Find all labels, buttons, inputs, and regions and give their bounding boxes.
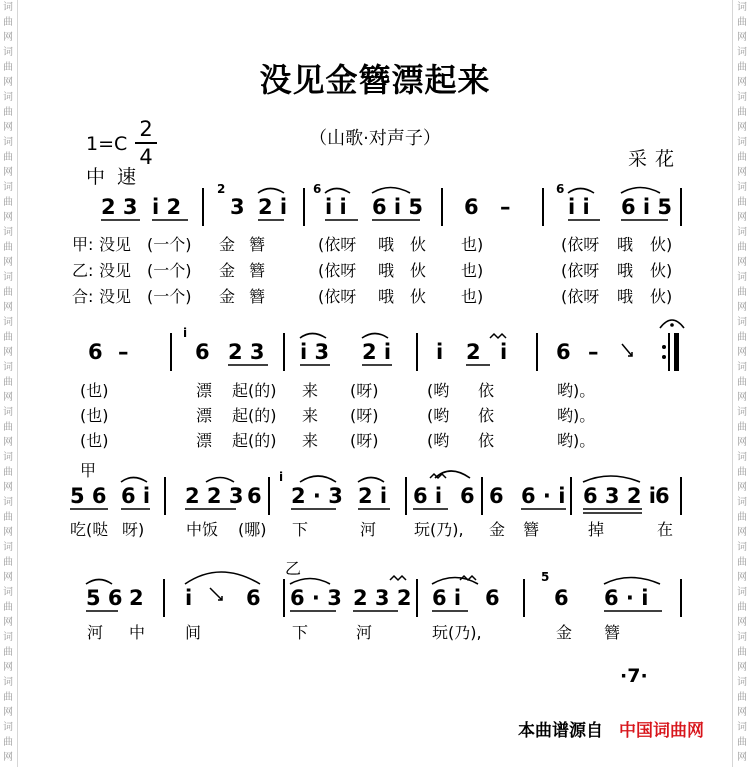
lyric: 哟)。	[557, 406, 596, 425]
part-label: 乙	[285, 559, 302, 578]
watermark-char: 曲	[3, 287, 13, 298]
watermark-char: 曲	[3, 737, 13, 748]
lyric: 依	[478, 406, 495, 425]
watermark-divider-right	[732, 0, 733, 767]
lyric-label: 甲:	[72, 235, 94, 254]
watermark-char: 曲	[3, 512, 13, 523]
watermark-char: 曲	[3, 17, 13, 28]
watermark-char: 曲	[3, 467, 13, 478]
watermark-char: 网	[3, 527, 13, 538]
watermark-char: 词	[3, 362, 13, 373]
watermark-char: 曲	[3, 557, 13, 568]
bar-line	[481, 477, 483, 515]
watermark-char: 曲	[737, 17, 747, 28]
watermark-char: 曲	[3, 377, 13, 388]
mordent	[430, 474, 446, 478]
watermark-char: 词	[737, 227, 747, 238]
slur	[621, 188, 660, 194]
lyric: 起(的)	[232, 431, 277, 450]
watermark-char: 网	[737, 122, 747, 133]
lyric: 漂	[196, 431, 213, 450]
lyric: 没见	[99, 287, 132, 306]
note: 6 3 2 i	[583, 484, 656, 508]
bar-line	[680, 579, 682, 617]
watermark-char: 曲	[3, 332, 13, 343]
mordent	[390, 576, 406, 580]
lyric: (一个)	[147, 261, 192, 280]
watermark-char: 词	[737, 452, 747, 463]
lyric: 呀)	[122, 520, 145, 539]
bar-line	[283, 333, 285, 371]
watermark-char: 网	[737, 167, 747, 178]
note: 6	[464, 195, 479, 219]
note: 2 · 3	[291, 484, 343, 508]
lyric: 河	[87, 623, 104, 642]
lyric: 金	[219, 235, 236, 254]
watermark-char: 网	[3, 302, 13, 313]
note: 6 · 3	[290, 586, 342, 610]
watermark-char: 曲	[3, 647, 13, 658]
watermark-char: 网	[737, 482, 747, 493]
time-sig-bar	[135, 142, 157, 144]
note: 6	[246, 586, 261, 610]
watermark-char: 网	[3, 617, 13, 628]
lyric: 伙)	[650, 235, 673, 254]
watermark-char: 词	[3, 2, 13, 13]
watermark-char: 词	[3, 137, 13, 148]
note: 2 3	[101, 195, 138, 219]
watermark-char: 网	[3, 662, 13, 673]
note: i i	[568, 195, 590, 219]
watermark-char: 曲	[3, 62, 13, 73]
watermark-char: 词	[3, 272, 13, 283]
note: 6 i	[432, 586, 462, 610]
lyric: (依呀	[561, 287, 600, 306]
grace-note: i	[183, 326, 188, 340]
key-signature: 1=C	[86, 133, 128, 155]
note: –	[500, 195, 511, 219]
lyric: 起(的)	[232, 406, 277, 425]
note: 6	[556, 340, 571, 364]
note: 2 i	[358, 484, 388, 508]
bar-line	[163, 579, 165, 617]
lyric: (依呀	[318, 287, 357, 306]
watermark-char: 词	[737, 407, 747, 418]
watermark-char: 词	[737, 272, 747, 283]
lyric: 伙)	[650, 287, 673, 306]
lyric: 依	[478, 381, 495, 400]
watermark-char: 网	[3, 257, 13, 268]
note: 6	[88, 340, 103, 364]
watermark-char: 词	[3, 317, 13, 328]
page-title: 没见金簪漂起来	[259, 61, 491, 99]
watermark-char: 曲	[737, 287, 747, 298]
note: 6 i	[413, 484, 443, 508]
lyric: (依呀	[318, 261, 357, 280]
source-prefix: 本曲谱源自	[518, 721, 603, 741]
lyric: 簪	[249, 235, 266, 254]
subtitle: （山歌·对声子）	[309, 128, 441, 149]
watermark-char: 网	[737, 347, 747, 358]
note: –	[118, 340, 129, 364]
final-bar-thin	[668, 333, 670, 371]
watermark-left	[0, 0, 16, 767]
lyric: (依呀	[561, 261, 600, 280]
slur	[372, 188, 410, 194]
watermark-char: 网	[737, 752, 747, 763]
lyric: 来	[302, 381, 319, 400]
slur	[86, 580, 112, 585]
lyric: 簪	[249, 261, 266, 280]
lyric: 漂	[196, 381, 213, 400]
note: 5 6	[86, 586, 123, 610]
grace-note: i	[279, 470, 284, 484]
lyric: 中饭	[186, 520, 219, 539]
watermark-char: 词	[3, 497, 13, 508]
grace-note: 5	[541, 570, 550, 584]
lyric: 漂	[196, 406, 213, 425]
watermark-char: 词	[3, 587, 13, 598]
slur	[290, 579, 330, 585]
slur	[121, 478, 147, 483]
watermark-char: 网	[3, 707, 13, 718]
watermark-char: 词	[737, 542, 747, 553]
grace-note: 6	[556, 182, 565, 196]
watermark-char: 词	[737, 587, 747, 598]
slur	[568, 189, 594, 194]
note: 6 i 5	[372, 195, 424, 219]
watermark-char: 曲	[737, 647, 747, 658]
watermark-char: 词	[3, 542, 13, 553]
lyric: (呀)	[350, 431, 379, 450]
note: 6 i 5	[621, 195, 673, 219]
lyric: 簪	[604, 623, 621, 642]
slur	[300, 334, 326, 339]
note: 6 · i	[521, 484, 566, 508]
note: 2 3 2	[353, 586, 412, 610]
repeat-dot	[662, 345, 666, 349]
bar-line	[570, 477, 572, 515]
watermark-char: 词	[3, 722, 13, 733]
bar-line	[268, 477, 270, 515]
lyric: 间	[185, 623, 202, 642]
final-bar-thick	[674, 333, 679, 371]
watermark-char: 网	[737, 392, 747, 403]
bar-line	[283, 579, 285, 617]
watermark-char: 曲	[737, 602, 747, 613]
note: 6	[489, 484, 504, 508]
watermark-char: 词	[737, 2, 747, 13]
lyric: 河	[356, 623, 373, 642]
lyric: (哟	[427, 431, 450, 450]
lyric: 哦	[617, 235, 634, 254]
lyric: 金	[489, 520, 506, 539]
watermark-char: 曲	[737, 422, 747, 433]
watermark-char: 曲	[737, 512, 747, 523]
note: 2 2 3	[185, 484, 244, 508]
watermark-char: 曲	[737, 62, 747, 73]
watermark-char: 词	[3, 182, 13, 193]
watermark-char: 网	[737, 662, 747, 673]
watermark-char: 曲	[3, 602, 13, 613]
watermark-char: 曲	[737, 377, 747, 388]
slur	[185, 572, 260, 584]
watermark-char: 网	[737, 617, 747, 628]
lyric: 哟)。	[557, 381, 596, 400]
watermark-char: 曲	[737, 467, 747, 478]
source-credit	[518, 716, 704, 741]
watermark-char: 曲	[3, 422, 13, 433]
watermark-char: 词	[3, 47, 13, 58]
bar-line	[542, 188, 544, 226]
lyric: 金	[219, 261, 236, 280]
lyric: (依呀	[318, 235, 357, 254]
note: 5 6	[70, 484, 107, 508]
watermark-char: 词	[3, 92, 13, 103]
grace-note: 2	[217, 182, 226, 196]
lyric: 依	[478, 431, 495, 450]
watermark-char: 曲	[737, 107, 747, 118]
watermark-char: 曲	[737, 737, 747, 748]
watermark-char: 网	[737, 257, 747, 268]
lyric: (一个)	[147, 287, 192, 306]
watermark-char: 曲	[3, 107, 13, 118]
fermata	[660, 320, 684, 328]
lyric: 哟)。	[557, 431, 596, 450]
watermark-char: 词	[737, 677, 747, 688]
watermark-char: 曲	[737, 197, 747, 208]
watermark-char: 网	[3, 392, 13, 403]
slur	[358, 478, 384, 483]
watermark-char: 网	[737, 302, 747, 313]
bar-line	[416, 333, 418, 371]
lyric: 金	[556, 623, 573, 642]
lyric: 来	[302, 431, 319, 450]
watermark-char: 网	[737, 437, 747, 448]
lyric: 哦	[378, 287, 395, 306]
lyric: 哦	[378, 261, 395, 280]
lyric: (哪)	[238, 520, 267, 539]
watermark-divider-left	[17, 0, 18, 767]
watermark-right	[734, 0, 750, 767]
mordent	[460, 576, 476, 580]
lyric: (也)	[80, 381, 109, 400]
lyric: (一个)	[147, 235, 192, 254]
watermark-char: 网	[737, 527, 747, 538]
mordent	[490, 334, 506, 338]
note: 2 i	[362, 340, 392, 364]
watermark-char: 网	[3, 167, 13, 178]
note: 6 i	[121, 484, 151, 508]
note: 6	[485, 586, 500, 610]
watermark-char: 曲	[3, 692, 13, 703]
lyric: 吃(哒	[70, 520, 109, 539]
watermark-char: 网	[737, 572, 747, 583]
note: 3	[230, 195, 245, 219]
bar-line	[202, 188, 204, 226]
lyric: 伙)	[650, 261, 673, 280]
watermark-char: 词	[3, 452, 13, 463]
lyric: 下	[292, 520, 309, 539]
lyric: 没见	[99, 235, 132, 254]
bar-line	[536, 333, 538, 371]
watermark-char: 曲	[737, 152, 747, 163]
lyric: 起(的)	[232, 381, 277, 400]
watermark-char: 词	[737, 632, 747, 643]
note: 6	[460, 484, 475, 508]
lyric: 没见	[99, 261, 132, 280]
bar-line	[680, 188, 682, 226]
lyric: (也)	[80, 406, 109, 425]
watermark-char: 词	[737, 362, 747, 373]
watermark-char: 网	[737, 212, 747, 223]
slur	[604, 578, 660, 585]
source-site-link[interactable]: 中国词曲网	[619, 721, 704, 741]
lyric: (呀)	[350, 381, 379, 400]
watermark-char: 网	[737, 77, 747, 88]
watermark-char: 词	[737, 497, 747, 508]
watermark-char: 网	[3, 212, 13, 223]
note: 2	[129, 586, 144, 610]
lyric: 哦	[378, 235, 395, 254]
watermark-char: 词	[737, 317, 747, 328]
watermark-char: 曲	[737, 242, 747, 253]
slur	[362, 334, 388, 339]
watermark-char: 曲	[737, 332, 747, 343]
lyric: 伙	[410, 261, 427, 280]
bar-line	[680, 477, 682, 515]
bar-line	[405, 477, 407, 515]
time-sig-top: 2	[139, 117, 153, 141]
bar-line	[416, 579, 418, 617]
slur	[258, 189, 284, 194]
watermark-char: 词	[737, 182, 747, 193]
part-label: 甲	[80, 461, 97, 480]
time-sig-bottom: 4	[139, 145, 153, 169]
lyric: 哦	[617, 287, 634, 306]
watermark-char: 词	[3, 407, 13, 418]
lyric: (依呀	[561, 235, 600, 254]
watermark-char: 网	[3, 437, 13, 448]
bar-line	[164, 477, 166, 515]
lyric: 也)	[461, 261, 484, 280]
page-number: ·7·	[620, 665, 648, 687]
lyric-label: 合:	[72, 287, 94, 306]
lyric-label: 乙:	[72, 261, 94, 280]
note: i 3	[300, 340, 330, 364]
lyric: 簪	[249, 287, 266, 306]
bar-line	[441, 188, 443, 226]
grace-note: 6	[313, 182, 322, 196]
lyric: 在	[657, 520, 674, 539]
watermark-char: 曲	[737, 692, 747, 703]
note: i 2	[152, 195, 182, 219]
lyric: 玩(乃),	[414, 520, 464, 539]
fermata-dot	[670, 323, 674, 327]
watermark-char: 曲	[737, 557, 747, 568]
watermark-char: 网	[3, 32, 13, 43]
slur	[435, 471, 470, 478]
lyric: 掉	[588, 520, 605, 539]
watermark-char: 词	[3, 227, 13, 238]
lyric: 伙	[410, 235, 427, 254]
slur	[325, 189, 350, 194]
lyric: (呀)	[350, 406, 379, 425]
lyric: 下	[292, 623, 309, 642]
watermark-char: 网	[3, 482, 13, 493]
note: i	[500, 340, 508, 364]
composer: 采花	[628, 148, 683, 170]
lyric: 玩(乃),	[432, 623, 482, 642]
note: 6	[195, 340, 210, 364]
watermark-char: 词	[737, 92, 747, 103]
tempo-marking: 中速	[86, 166, 149, 188]
watermark-char: 词	[737, 47, 747, 58]
watermark-char: 词	[3, 632, 13, 643]
watermark-char: 词	[3, 677, 13, 688]
lyric: 簪	[523, 520, 540, 539]
watermark-char: 网	[737, 707, 747, 718]
note: 6 · i	[604, 586, 649, 610]
watermark-char: 网	[3, 77, 13, 88]
lyric: 伙	[410, 287, 427, 306]
note: 2 3	[228, 340, 265, 364]
note: –	[588, 340, 599, 364]
note: i	[185, 586, 193, 610]
note: i i	[325, 195, 347, 219]
note: 6	[554, 586, 569, 610]
glissando-arrow	[210, 588, 222, 600]
lyric: 也)	[461, 235, 484, 254]
note: i	[436, 340, 444, 364]
bar-line	[523, 579, 525, 617]
watermark-char: 曲	[3, 197, 13, 208]
glissando-arrow	[622, 344, 632, 356]
lyric: 中	[129, 623, 146, 642]
watermark-char: 词	[737, 137, 747, 148]
repeat-dot	[662, 355, 666, 359]
watermark-char: 词	[737, 722, 747, 733]
lyric: 来	[302, 406, 319, 425]
watermark-char: 网	[737, 32, 747, 43]
watermark-char: 网	[3, 752, 13, 763]
lyric: (也)	[80, 431, 109, 450]
bar-line	[303, 188, 305, 226]
note: 6	[655, 484, 670, 508]
lyric: 哦	[617, 261, 634, 280]
slur	[583, 476, 640, 482]
note: 2	[466, 340, 481, 364]
slur	[432, 578, 478, 585]
lyric: 河	[360, 520, 377, 539]
lyric: (哟	[427, 381, 450, 400]
bar-line	[170, 333, 172, 371]
watermark-char: 网	[3, 347, 13, 358]
note: 2 i	[258, 195, 288, 219]
slur	[300, 476, 336, 482]
watermark-char: 曲	[3, 152, 13, 163]
lyric: 也)	[461, 287, 484, 306]
watermark-char: 网	[3, 572, 13, 583]
watermark-char: 曲	[3, 242, 13, 253]
lyric: (哟	[427, 406, 450, 425]
watermark-char: 网	[3, 122, 13, 133]
note: 6	[247, 484, 262, 508]
slur	[206, 478, 234, 483]
lyric: 金	[219, 287, 236, 306]
